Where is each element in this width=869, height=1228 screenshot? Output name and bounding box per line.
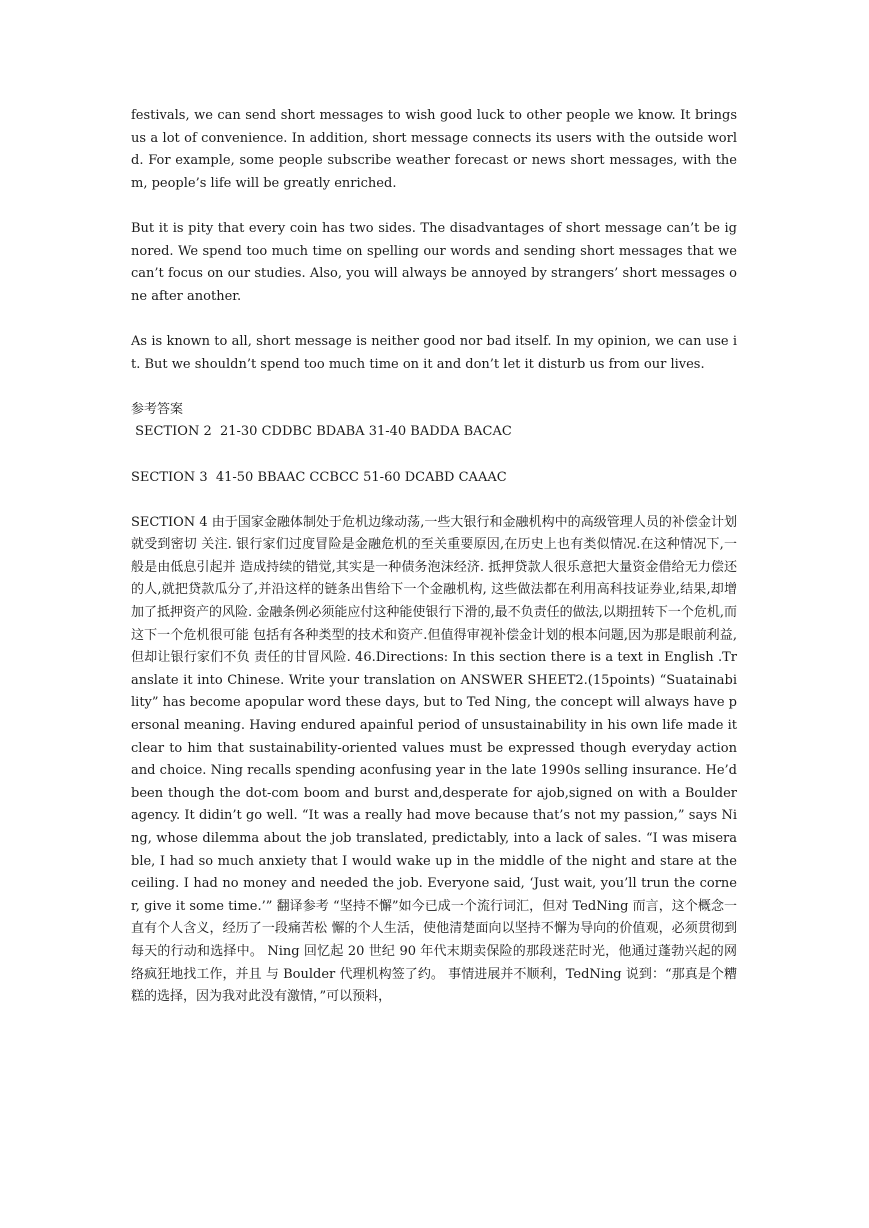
answers-heading: 参考答案 (131, 401, 184, 417)
paragraph-gap (131, 195, 737, 218)
section2-answers: SECTION 2 21-30 CDDBC BDABA 31-40 BADDA BACAC (131, 424, 512, 440)
section3-answers: SECTION 3 41-50 BBAAC CCBCC 51-60 DCABD CAAAC (131, 469, 507, 485)
paragraph-gap (131, 489, 737, 512)
paragraph-gap (131, 308, 737, 331)
essay-paragraph-1: festivals, we can send short messages to wish good luck to other people we know. It brings us a lot of convenience. In addition, short message connects its users with the outside world. For example, some people subscribe weather forecast or news short messages, with them, people’s life will be greatly enriched. (131, 108, 737, 191)
paragraph-gap (131, 444, 737, 467)
paragraph-gap (131, 376, 737, 399)
essay-paragraph-3: As is known to all, short message is neither good nor bad itself. In my opinion, we can use it. But we shouldn’t spend too much time on it and don’t let it disturb us from our lives. (131, 333, 737, 372)
section4-translation: SECTION 4 由于国家金融体制处于危机边缘动荡,一些大银行和金融机构中的高级管理人员的补偿金计划就受到密切 关注. 银行家们过度冒险是金融危机的至关重要原因,在历史上也有类似情况.在这种情况下,一般是由低息引起并 造成持续的错觉,其实是一种债务泡沫经济. 抵押贷款人很乐意把大量资金借给无力偿还的人,就把贷款瓜分了,并沿这样的链条出售给下一个金融机构, 这些做法都在利用高科技证券业,结果,却增加了抵押资产的风险. 金融条例必须能应付这种能使银行下滑的,最不负责任的做法,以期扭转下一个危机,而这下一个危机很可能 包括有各种类型的技术和资产.但值得审视补偿金计划的根本问题,因为那是眼前利益,但却让银行家们不负 责任的甘冒风险. 46.Directions: In this section there is a text in English .Translate it into Chinese. Write your translation on ANSWER SHEET2.(15points) “Suatainability” has become apopular word these days, but to Ted Ning, the concept will always have personal meaning. Having endured apainful period of unsustainability in his own life made itclear to him that sustainability-oriented values must be expressed though everyday action and choice. Ning recalls spending aconfusing year in the late 1990s selling insurance. He’d been though the dot-com boom and burst and,desperate for ajob,signed on with a Boulder agency. It didin’t go well. “It was a really had move because that’s not my passion,” says Ning, whose dilemma about the job translated, predictably, into a lack of sales. “I was miserable, I had so much anxiety that I would wake up in the middle of the night and stare at the ceiling. I had no money and needed the job. Everyone said, ‘Just wait, you’ll trun the corner, give it some time.’” 翻译参考 “坚持不懈”如今已成一个流行词汇，但对 TedNing 而言，这个概念一直有个人含义，经历了一段痛苦松 懈的个人生活，使他清楚面向以坚持不懈为导向的价值观，必须贯彻到每天的行动和选择中。 Ning 回忆起 20 世纪 90 年代末期卖保险的那段迷茫时光，他通过蓬勃兴起的网络疯狂地找工作，并且 与 Boulder 代理机构签了约。 事情进展并不顺利，TedNing 说到：“那真是个糟糕的选择，因为我对此没有激情，”可以预料， (131, 514, 737, 1005)
document-page (131, 105, 737, 1009)
essay-paragraph-2: But it is pity that every coin has two sides. The disadvantages of short message can’t be ignored. We spend too much time on spelling our words and sending short messages that we can’t focus on our studies. Also, you will always be annoyed by strangers’ short messages one after another. (131, 220, 737, 304)
